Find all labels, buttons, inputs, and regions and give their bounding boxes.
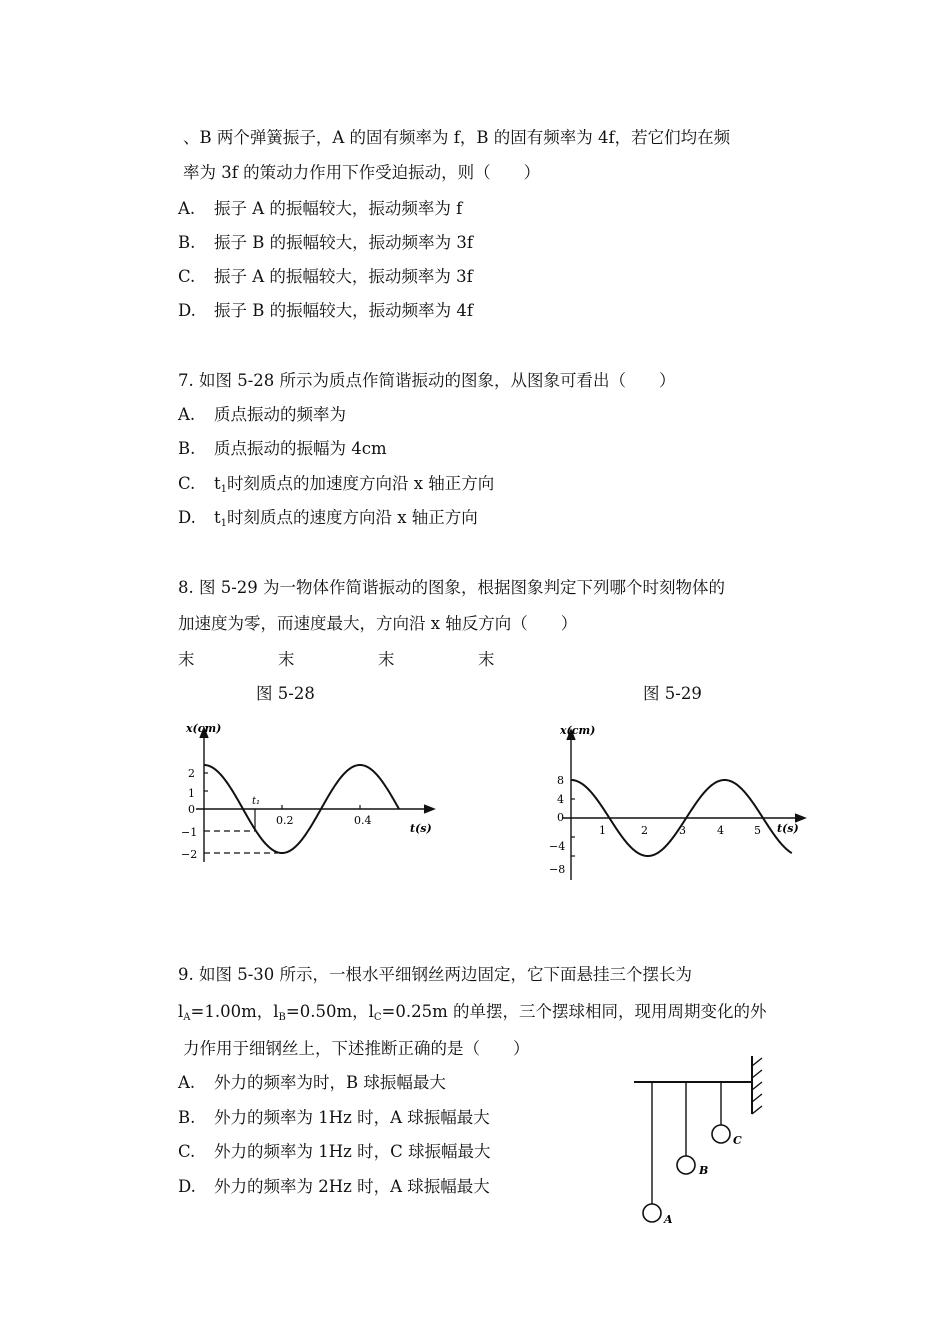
pendulum-diagram [630,1052,770,1232]
ball-b-label: B [699,1164,709,1177]
fig529-ytick-neg4: −4 [549,840,566,853]
q9-stem-line1: 9. 如图 5-30 所示，一根水平细钢丝两边固定，它下面悬挂三个摆长为 [178,965,693,984]
ball-a-label: A [664,1213,673,1226]
q9-option-d: D. 外力的频率为 2Hz 时，A 球振幅最大 [178,1177,490,1196]
q9-option-b: B. 外力的频率为 1Hz 时，A 球振幅最大 [178,1108,490,1127]
fig528-xtick-04: 0.4 [354,814,372,827]
fig529-caption: 图 5-29 [643,684,702,703]
q7-option-c: C. $t_1$时刻质点的加速度方向沿 x 轴正方向 [178,474,495,495]
fig529-ytick-neg8: −8 [549,863,566,876]
fig528-caption: 图 5-28 [256,684,315,703]
fig528-ytick-2: 2 [188,767,195,780]
fig529-ylabel: x(cm) [560,724,596,737]
fig528-xlabel: t(s) [410,822,432,835]
ball-b [677,1156,695,1174]
fig528-ytick-neg1: −1 [181,826,198,839]
ball-a [643,1204,661,1222]
q6-option-b: B. 振子 B 的振幅较大，振动频率为 3f [178,233,473,252]
ball-c [712,1125,730,1143]
fig528-ylabel: x(cm) [186,722,222,735]
q8-choice-c: 末 [378,650,395,669]
fig529-ytick-8: 8 [557,774,564,787]
q6-option-d: D. 振子 B 的振幅较大，振动频率为 4f [178,301,473,320]
fig529-xtick-2: 2 [641,824,648,837]
fig528-xtick-02: 0.2 [276,814,294,827]
fig529-chart [549,722,815,882]
q9-option-a: A. 外力的频率为时，B 球振幅最大 [178,1073,446,1092]
q8-stem-line1: 8. 图 5-29 为一物体作简谐振动的图象，根据图象判定下列哪个时刻物体的 [178,578,726,597]
fig528-chart [180,720,450,870]
q8-choice-a: 末 [178,650,195,669]
fig529-xtick-3: 3 [679,824,686,837]
q9-stem-line3: 力作用于细钢丝上，下述推断正确的是（ ） [183,1039,530,1058]
fig529-ytick-4: 4 [557,793,564,806]
q6-stem-line2: 率为 3f 的策动力作用下作受迫振动，则（ ） [183,163,541,182]
q7-option-b: B. 质点振动的振幅为 4cm [178,439,387,458]
fig529-xtick-5: 5 [754,824,761,837]
fig529-x-arrow [795,814,805,822]
q9-option-c: C. 外力的频率为 1Hz 时，C 球振幅最大 [178,1142,491,1161]
q9-stem-line2: $l_A=1.00m$，$l_B=0.50m$，$l_C=0.25m$ 的单摆，三个摆球相同，现用周期变化的外 [178,1002,767,1023]
fig529-ytick-0: 0 [557,811,564,824]
fig528-t1-label: t₁ [252,796,261,807]
fig528-ytick-neg2: −2 [181,848,198,861]
q7-stem: 7. 如图 5-28 所示为质点作简谐振动的图象，从图象可看出（ ） [178,371,676,390]
ball-c-label: C [733,1134,742,1147]
fig529-xlabel: t(s) [777,822,799,835]
q7-option-d: D. $t_1$时刻质点的速度方向沿 x 轴正方向 [178,508,478,529]
fig528-ytick-0: 0 [188,803,195,816]
q6-stem-line1: 、B 两个弹簧振子，A 的固有频率为 f，B 的固有频率为 4f，若它们均在频 [183,128,731,147]
q8-choice-b: 末 [278,650,295,669]
fig528-x-arrow [424,805,434,813]
fig529-xtick-1: 1 [599,824,606,837]
q6-option-c: C. 振子 A 的振幅较大，振动频率为 3f [178,267,473,286]
fig528-ytick-1: 1 [188,787,195,800]
q8-stem-line2: 加速度为零，而速度最大，方向沿 x 轴反方向（ ） [178,614,578,633]
q7-option-a: A. 质点振动的频率为 [178,405,346,424]
q8-choice-d: 末 [478,650,495,669]
q6-option-a: A. 振子 A 的振幅较大，振动频率为 f [178,199,463,218]
fig529-xtick-4: 4 [717,824,724,837]
